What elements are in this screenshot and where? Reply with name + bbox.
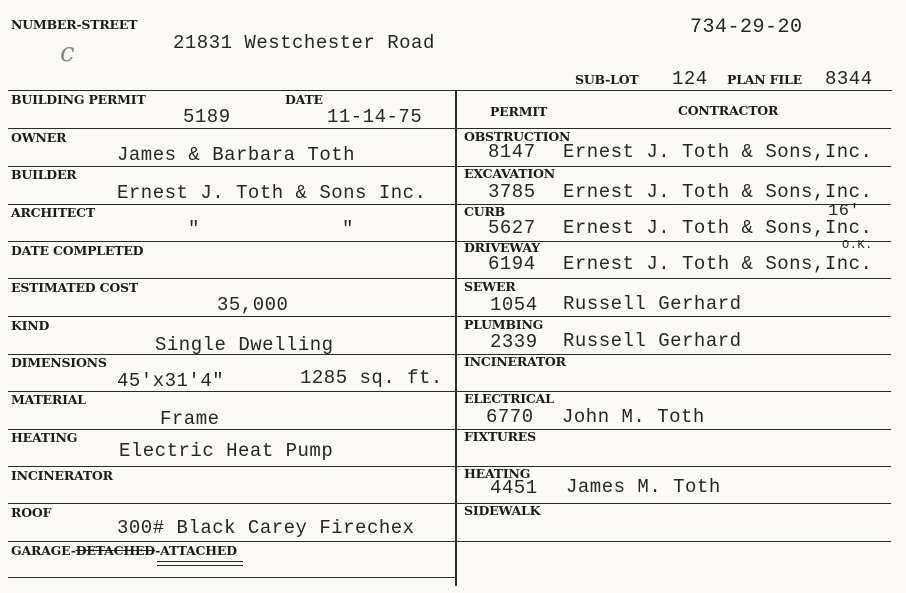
garage-struck-option: DETACHED [75,543,156,558]
driveway-label: DRIVEWAY [464,240,540,255]
excavation-contractor: Ernest J. Toth & Sons,Inc. [563,181,873,203]
builder-label: BUILDER [11,167,77,182]
contractor-column-label: CONTRACTOR [678,103,779,118]
plumbing-contractor: Russell Gerhard [563,330,742,352]
estimated-cost-label: ESTIMATED COST [11,280,138,295]
obstruction-permit-number: 8147 [488,141,536,163]
driveway-note: O.K. [842,238,873,252]
plumbing-permit-number: 2339 [490,331,538,353]
electrical-permit-number: 6770 [486,406,534,428]
obstruction-label: OBSTRUCTION [464,129,571,144]
roof-label: ROOF [11,505,52,520]
estimated-cost-value: 35,000 [217,294,289,316]
heating-label: HEATING [11,430,78,445]
owner-label: OWNER [11,130,67,145]
garage-prefix: GARAGE- [11,543,76,558]
right-rule [457,204,891,205]
left-rule [8,316,455,317]
fixtures-label: FIXTURES [464,429,536,444]
architect-label: ARCHITECT [11,205,95,220]
material-value: Frame [160,408,220,430]
sub-lot-label: SUB-LOT [575,72,639,87]
roof-value: 300# Black Carey Firechex [117,517,415,539]
owner-value: James & Barbara Toth [117,144,356,166]
garage-underline [157,565,243,566]
heating-permit-number: 4451 [490,477,538,499]
permit-column-label: PERMIT [490,104,548,119]
kind-value: Single Dwelling [155,334,334,356]
dimensions-value: 45'x31'4" [117,370,225,392]
left-rule [8,128,455,129]
electrical-label: ELECTRICAL [464,391,554,406]
plan-file-value: 8344 [825,68,873,90]
column-divider [455,90,457,586]
sub-lot-value: 124 [672,68,708,90]
incinerator-permit-label: INCINERATOR [464,354,566,369]
architect-ditto: " [342,218,354,240]
heating-permit-label: HEATING [464,466,531,481]
building-permit-value: 5189 [183,106,231,128]
excavation-label: EXCAVATION [464,166,555,181]
garage-label [11,543,237,558]
right-rule [457,541,891,542]
driveway-contractor: Ernest J. Toth & Sons,Inc. [563,253,873,275]
garage-underline [157,561,243,562]
sewer-label: SEWER [464,279,516,294]
sewer-contractor: Russell Gerhard [563,293,742,315]
heating-value: Electric Heat Pump [119,440,334,462]
building-permit-label: BUILDING PERMIT [11,92,146,107]
date-label: DATE [285,92,323,107]
plumbing-label: PLUMBING [464,317,544,332]
dimensions-label: DIMENSIONS [11,355,107,370]
sqft-value: 1285 sq. ft. [300,367,443,389]
address-value: 21831 Westchester Road [173,32,435,54]
curb-contractor: Ernest J. Toth & Sons,Inc. [563,217,873,239]
garage-selected-option: -ATTACHED [155,543,237,558]
heating-contractor: James M. Toth [566,476,721,498]
date-value: 11-14-75 [327,106,423,128]
left-rule [8,503,455,504]
left-rule [8,577,455,578]
plan-file-label: PLAN FILE [727,72,802,87]
right-rule [457,278,891,279]
parcel-number: 734-29-20 [690,16,803,39]
kind-label: KIND [11,318,50,333]
architect-ditto: " [188,218,200,240]
driveway-permit-number: 6194 [488,253,536,275]
date-completed-label: DATE COMPLETED [11,243,144,258]
electrical-contractor: John M. Toth [562,406,705,428]
curb-permit-number: 5627 [488,217,536,239]
number-street-label: NUMBER-STREET [11,17,138,32]
curb-note: 16' [828,202,861,221]
excavation-permit-number: 3785 [488,181,536,203]
sidewalk-label: SIDEWALK [464,503,541,518]
obstruction-contractor: Ernest J. Toth & Sons,Inc. [563,141,873,163]
curb-label: CURB [464,204,506,219]
sewer-permit-number: 1054 [490,294,538,316]
builder-value: Ernest J. Toth & Sons Inc. [117,182,427,204]
material-label: MATERIAL [11,392,86,407]
incinerator-label: INCINERATOR [11,468,113,483]
handwritten-mark: c [60,38,75,68]
